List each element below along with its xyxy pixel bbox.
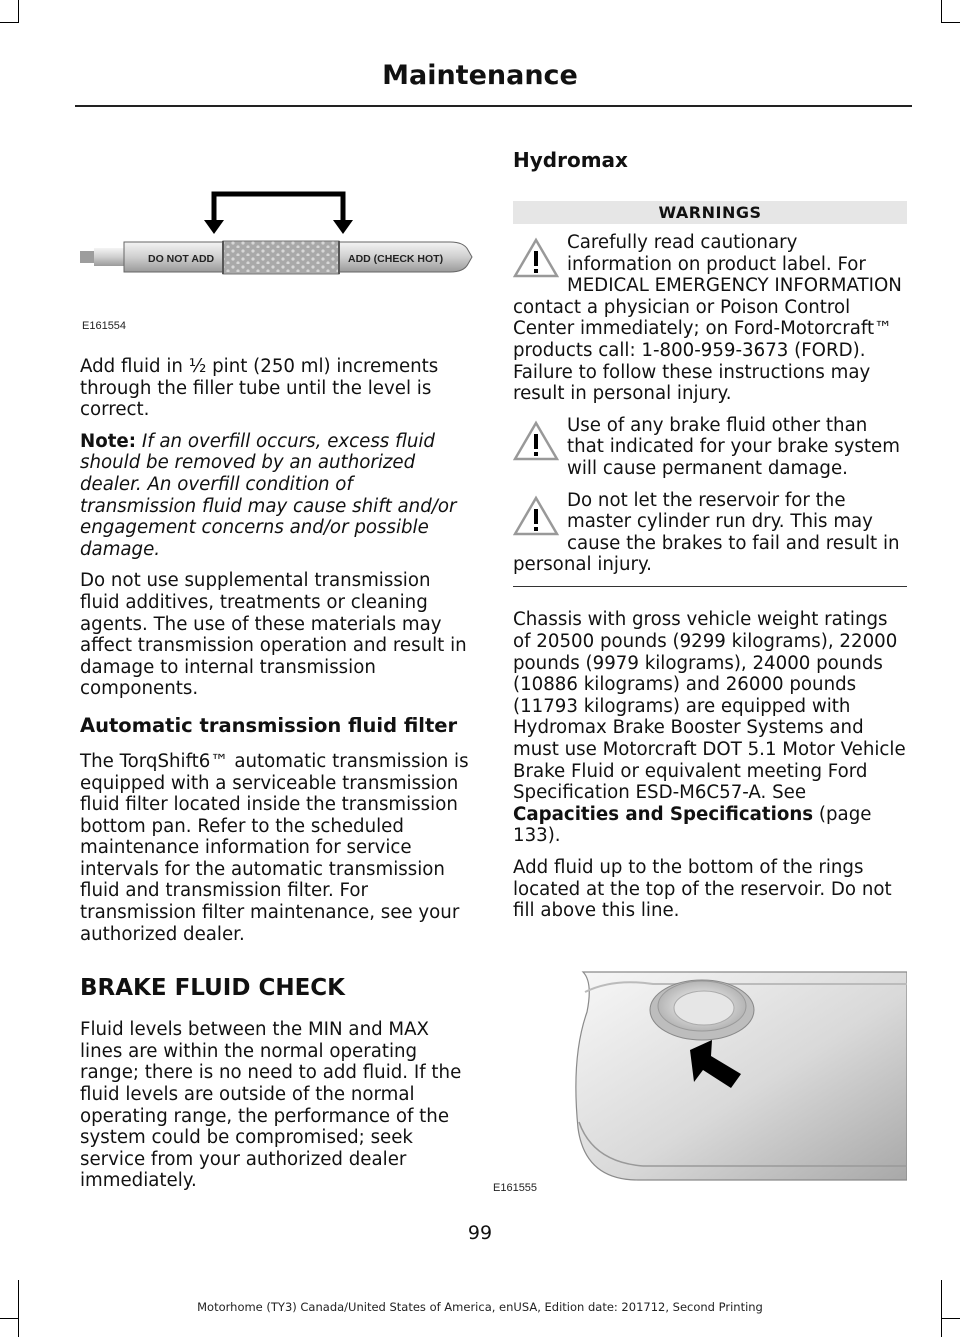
figure-code: E161555 — [493, 1181, 538, 1194]
crop-mark — [18, 0, 19, 22]
paragraph: The TorqShift6™ automatic transmission is equipped with a serviceable transmission fluid filter located inside the transmission bottom pan. Refer to the scheduled maintenance information for service intervals for the automatic transmission fluid and transmission filter. For transmission filter maintenance, see your authorized dealer. — [80, 750, 469, 945]
paragraph-text: (page 133). — [513, 803, 872, 847]
warnings-header: WARNINGS — [513, 201, 907, 224]
warnings-divider — [513, 586, 907, 588]
paragraph: Add fluid up to the bottom of the rings located at the top of the reservoir. Do not fill above this line. — [513, 856, 892, 922]
warning-text: Carefully read cautionary information on product label. For MEDICAL EMERGENCY INFORMATION contact a physician or Poison Control Center immediately; on Ford-Motorcraft™ products call: 1-800-959-3673 (FORD). Failure to follow these instructions may result in personal injury. — [513, 232, 902, 405]
figure-code: E161554 — [82, 320, 127, 332]
note-text: If an overfill occurs, excess fluid should be removed by an authorized dealer. An overfill condition of transmission fluid may cause shift and/or engagement concerns and/or possible damage. — [80, 430, 457, 560]
paragraph-text: Chassis with gross vehicle weight ratings of 20500 pounds (9299 kilograms), 22000 pounds (9979 kilograms), 24000 pounds (10886 kilograms) and 26000 pounds (11793 kilograms) are equipped with Hydromax Brake Booster Systems and must use Motorcraft DOT 5.1 Motor Vehicle Brake Fluid or equivalent meeting Ford Specification ESD-M6C57-A. See — [513, 609, 906, 804]
edition-footer: Motorhome (TY3) Canada/United States of America, enUSA, Edition date: 201712, Second Printing — [197, 1300, 763, 1314]
crop-mark — [0, 22, 19, 23]
warning-item — [513, 490, 907, 576]
note — [80, 431, 474, 561]
crop-mark — [941, 0, 942, 22]
dipstick-label-do-not-add: DO NOT ADD — [148, 253, 215, 265]
reservoir-illustration — [513, 952, 907, 1202]
cross-reference-link[interactable]: Capacities and Specifications — [513, 803, 814, 825]
warning-text: Do not let the reservoir for the master cylinder run dry. This may cause the brakes to fail and result in personal injury. — [513, 489, 900, 576]
paragraph: Do not use supplemental transmission fluid additives, treatments or cleaning agents. The use of these materials may affect transmission operation and result in damage to internal transmission components. — [80, 570, 467, 700]
warning-triangle-icon — [513, 237, 559, 279]
left-column — [80, 120, 474, 1192]
warning-triangle-icon — [513, 420, 559, 462]
dipstick-label-add-check-hot: ADD (CHECK HOT) — [348, 253, 444, 265]
crop-mark — [941, 1318, 960, 1319]
section-heading: Hydromax — [513, 148, 628, 172]
warning-item — [513, 415, 907, 480]
right-column — [493, 120, 907, 1222]
warning-item — [513, 232, 907, 405]
section-heading: Automatic transmission fluid filter — [80, 713, 458, 737]
section-heading: BRAKE FLUID CHECK — [80, 975, 346, 1002]
page-number: 99 — [467, 1222, 493, 1244]
crop-mark — [0, 1318, 19, 1319]
paragraph: Fluid levels between the MIN and MAX lines are within the normal operating range; there is no need to add fluid. If the fluid levels are outside of the normal operating range, the performance of the system could be compromised; seek service from your authorized dealer immediately. — [80, 1019, 462, 1192]
page-title: Maintenance — [382, 60, 578, 91]
reservoir-figure — [493, 952, 907, 1222]
paragraph: Add fluid in ½ pint (250 ml) increments through the filler tube until the level is correct. — [80, 356, 439, 421]
dipstick-illustration — [80, 120, 474, 336]
paragraph — [513, 609, 907, 847]
header-divider — [75, 105, 912, 107]
dipstick-figure — [80, 120, 474, 336]
crop-mark — [941, 22, 960, 23]
warning-triangle-icon — [513, 495, 559, 537]
warning-text: Use of any brake fluid other than that indicated for your brake system will cause permanent damage. — [567, 414, 900, 479]
note-label: Note: — [80, 430, 137, 452]
